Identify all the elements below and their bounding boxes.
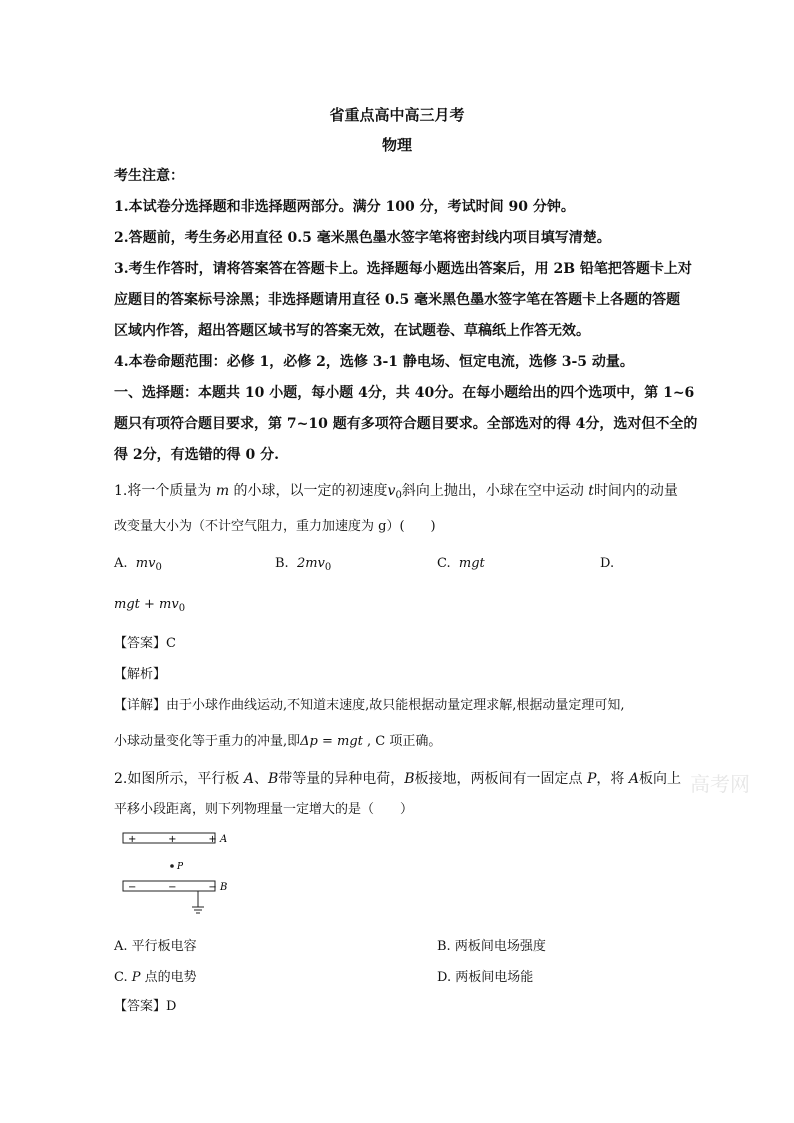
exam-subject: 物理 [381, 136, 412, 154]
q2-option-d: D. 两板间电场能 [437, 970, 534, 985]
note-item: 3.考生作答时，请将答案答在答题卡上。选择题每小题选出答案后，用 2B 铅笔把答题卡上对 [114, 261, 692, 277]
q1-option-c: C. mgt [437, 556, 485, 571]
notes-heading: 考生注意： [114, 168, 184, 184]
watermark: 高考网 [690, 772, 750, 796]
section-instruction: 一、选择题：本题共 10 小题，每小题 4分，共 40分。在每小题给出的四个选项中，第 1~6 [114, 385, 695, 401]
question-2-stem-line2: 平移小段距离，则下列物理量一定增大的是（ ） [114, 802, 414, 817]
note-item: 应题目的答案标号涂黑；非选择题请用直径 0.5 毫米黑色墨水签字笔在答题卡上各题的答题 [114, 292, 681, 308]
q1-analysis-heading: 【解析】 [114, 667, 167, 682]
q1-option-a: A. $mv_0$ [114, 556, 162, 573]
note-item: 区域内作答，超出答题区域书写的答案无效，在试题卷、草稿纸上作答无效。 [114, 323, 590, 339]
note-item: 1.本试卷分选择题和非选择题两部分。满分 100 分，考试时间 90 分钟。 [114, 199, 575, 215]
question-1-stem-line2: 改变量大小为（不计空气阻力，重力加速度为 g）( ) [114, 519, 436, 534]
note-item: 4.本卷命题范围：必修 1，必修 2，选修 3-1 静电场、恒定电流，选修 3-5 动量。 [114, 354, 634, 370]
q1-option-d-label: D. [600, 556, 615, 571]
section-instruction: 题只有项符合题目要求，第 7~10 题有多项符合题目要求。全部选对的得 4分，选对但不全的 [114, 416, 698, 432]
question-2-stem: 2.如图所示，平行板 A、B带等量的异种电荷，B板接地，两板间有一固定点 P，将 A板向上 [114, 771, 681, 787]
q2-option-a: A. 平行板电容 [114, 939, 197, 954]
section-instruction: 得 2分，有选错的得 0 分. [114, 447, 279, 463]
plate-b-charges: − − − [128, 882, 217, 893]
question-1-stem: 1.将一个质量为 m 的小球，以一定的初速度$v_0$斜向上抛出，小球在空中运动 t时间内的动量 [114, 483, 678, 501]
capacitor-diagram [118, 828, 238, 920]
plate-a-label: A [220, 834, 228, 845]
plate-b-label: B [220, 882, 228, 893]
note-item: 2.答题前，考生务必用直径 0.5 毫米黑色墨水签字笔将密封线内项目填写清楚。 [114, 230, 611, 246]
point-p-dot [170, 864, 174, 868]
plate-a-charges: + + + [128, 834, 217, 845]
q2-option-c: C. P 点的电势 [114, 970, 197, 985]
point-p-label: P [177, 862, 184, 872]
q2-option-b: B. 两板间电场强度 [437, 939, 546, 954]
q1-option-d-formula: mgt + $mv_0$ [114, 597, 186, 614]
q1-detail-line2: 小球动量变化等于重力的冲量,即Δp = mgt , C 项正确。 [114, 734, 442, 749]
q1-answer: 【答案】C [114, 636, 176, 651]
q1-detail-line1: 【详解】由于小球作曲线运动,不知道末速度,故只能根据动量定理求解,根据动量定理可知, [114, 698, 625, 713]
exam-title: 省重点高中高三月考 [329, 106, 465, 124]
q1-option-b: B. $2mv_0$ [275, 556, 332, 573]
q2-answer: 【答案】D [114, 999, 177, 1014]
